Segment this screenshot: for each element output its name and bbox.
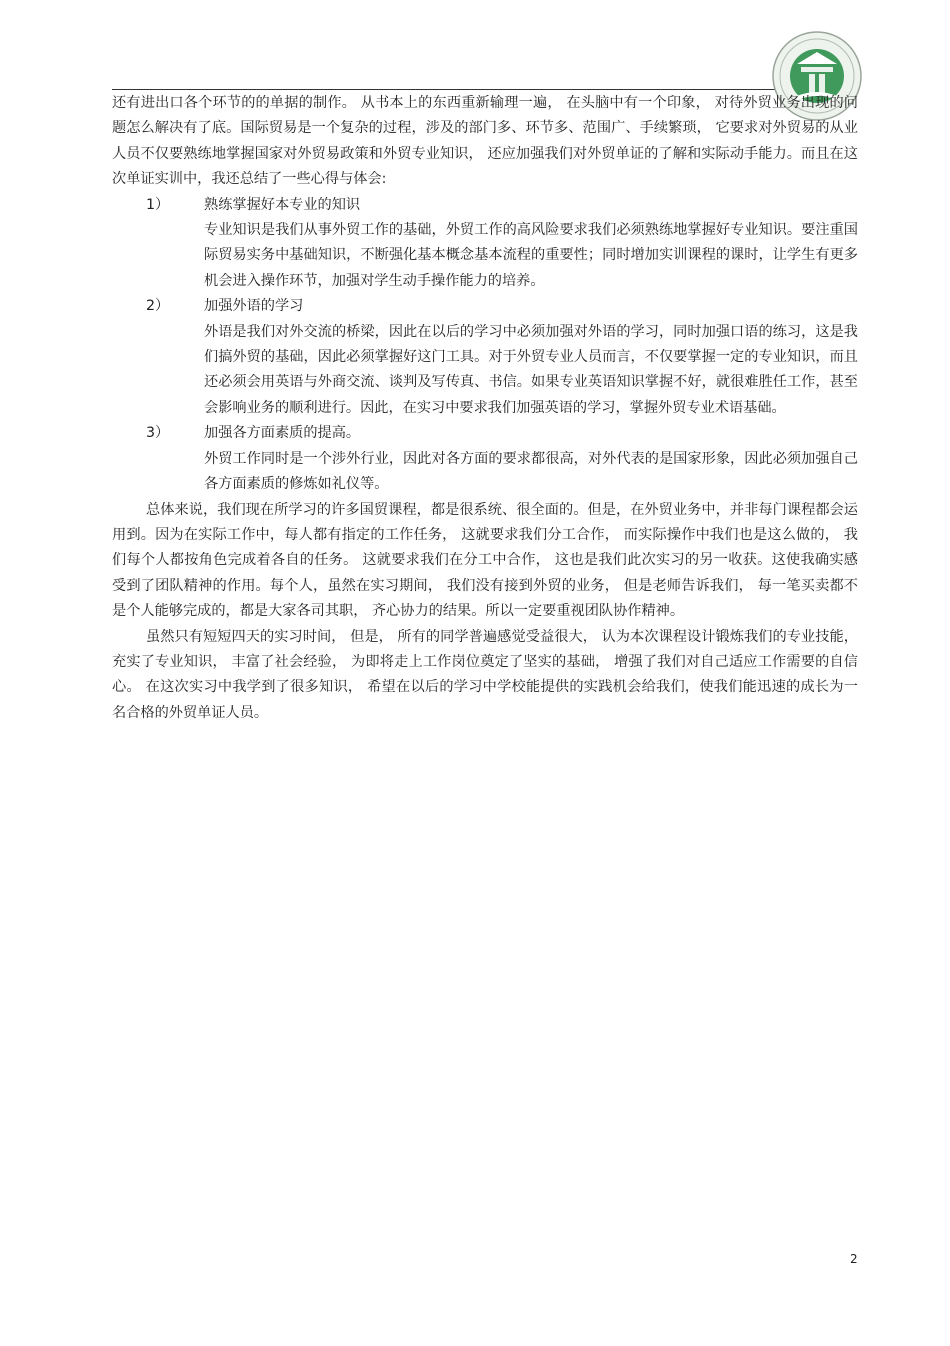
list-item-heading: 加强外语的学习 bbox=[204, 298, 304, 315]
header-rule bbox=[112, 89, 780, 90]
list-item-text: 专业知识是我们从事外贸工作的基础，外贸工作的高风险要求我们必须熟练地掌握好专业知识。要注重国际贸易实务中基础知识，不断强化基本概念基本流程的重要性；同时增加实训课程的课时，让学生有更多机会进入操作环节，加强对学生动手操作能力的培养。 bbox=[204, 222, 858, 289]
list-item bbox=[112, 294, 858, 421]
list-item-heading: 加强各方面素质的提高。 bbox=[204, 425, 361, 442]
list-item bbox=[112, 421, 858, 497]
document-body bbox=[112, 91, 858, 726]
list-item-text: 外贸工作同时是一个涉外行业，因此对各方面的要求都很高，对外代表的是国家形象，因此必须加强自己各方面素质的修炼如礼仪等。 bbox=[204, 450, 858, 493]
list-item-number: 3） bbox=[146, 425, 170, 442]
paragraph-intro: 还有进出口各个环节的的单据的制作。 从书本上的东西重新输理一遍， 在头脑中有一个印象， 对待外贸业务出现的问题怎么解决有了底。国际贸易是一个复杂的过程，涉及的部门多、环节多、范围广、手续繁琐， 它要求对外贸易的从业人员不仅要熟练地掌握国家对外贸易政策和外贸专业知识， 还应加强我们对外贸单证的了解和实际动手能力。而且在这次单证实训中，我还总结了一些心得与体会: bbox=[112, 95, 858, 188]
paragraph-summary: 总体来说，我们现在所学习的许多国贸课程，都是很系统、很全面的。但是，在外贸业务中，并非每门课程都会运用到。因为在实际工作中，每人都有指定的工作任务， 这就要求我们分工合作， 而实际操作中我们也是这么做的， 我们每个人都按角色完成着各自的任务。 这就要求我们在分工中合作， 这也是我们此次实习的另一收获。这使我确实感受到了团队精神的作用。每个人，虽然在实习期间， 我们没有接到外贸的业务， 但是老师告诉我们， 每一笔买卖都不是个人能够完成的，都是大家各司其职， 齐心协力的结果。所以一定要重视团队协作精神。 bbox=[112, 501, 858, 620]
list-item-heading: 熟练掌握好本专业的知识 bbox=[204, 196, 361, 213]
page-number: 2 bbox=[850, 1252, 858, 1266]
list-item-text: 外语是我们对外交流的桥梁，因此在以后的学习中必须加强对外语的学习，同时加强口语的练习，这是我们搞外贸的基础，因此必须掌握好这门工具。对于外贸专业人员而言，不仅要掌握一定的专业知识，而且还必须会用英语与外商交流、谈判及写传真、书信。如果专业英语知识掌握不好，就很难胜任工作，甚至会影响业务的顺利进行。因此，在实习中要求我们加强英语的学习，掌握外贸专业术语基础。 bbox=[204, 323, 858, 416]
paragraph-conclusion: 虽然只有短短四天的实习时间， 但是， 所有的同学普遍感觉受益很大， 认为本次课程设计锻炼我们的专业技能，充实了专业知识， 丰富了社会经验， 为即将走上工作岗位奠定了坚实的基础， 增强了我们对自己适应工作需要的自信心。 在这次实习中我学到了很多知识， 希望在以后的学习中学校能提供的实践机会给我们，使我们能迅速的成长为一名合格的外贸单证人员。 bbox=[112, 628, 858, 721]
list-item-number: 1） bbox=[146, 196, 170, 213]
list-item-number: 2） bbox=[146, 298, 170, 315]
list-item bbox=[112, 193, 858, 295]
